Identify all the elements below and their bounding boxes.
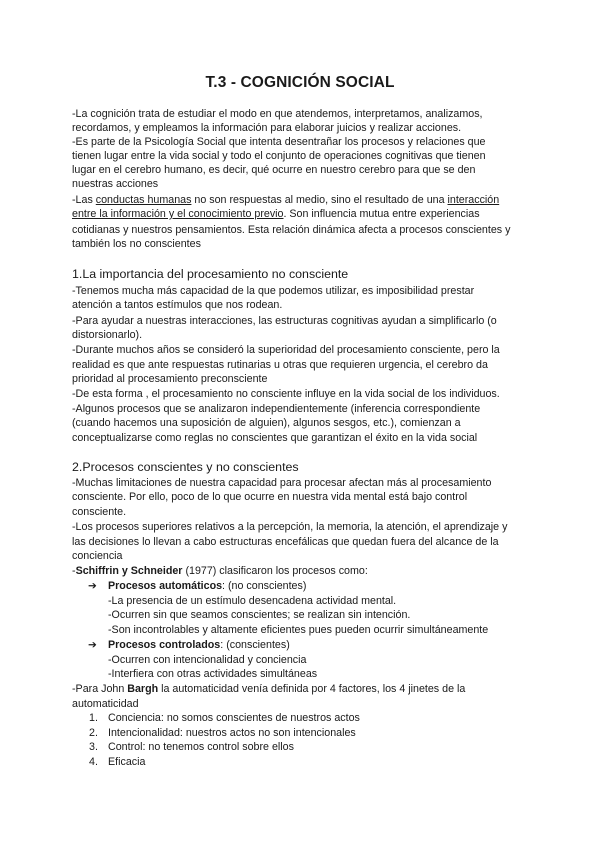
body-line: conceptualizarse como reglas no conscientes que garantizan el éxito en la vida social [72, 432, 478, 444]
body-line: conciencia [72, 550, 123, 562]
text-run: . Son influencia mutua entre experiencias [283, 208, 480, 220]
intro-line: -La cognición trata de estudiar el modo en que atendemos, interpretamos, analizamos, [72, 108, 483, 120]
bold-term: Schiffrin y Schneider [75, 565, 183, 577]
intro-line [72, 207, 480, 221]
list-item [89, 755, 145, 769]
page-title: T.3 - COGNICIÓN SOCIAL [205, 74, 395, 91]
underlined-term: interacción [447, 194, 500, 206]
sub-line: -Ocurren con intencionalidad y conciencia [108, 654, 307, 666]
body-line: -Para ayudar a nuestras interacciones, las estructuras cognitivas ayudan a simplificarlo (o [72, 315, 497, 327]
text-run: no son respuestas al medio, sino el resultado de una [191, 194, 448, 206]
list-number: 4. [89, 756, 98, 768]
intro-line: nuestras acciones [72, 178, 159, 190]
intro-line: tienen lugar entre la vida social y todo el conjunto de operaciones cognitivas que tienen [72, 150, 486, 162]
body-line: automaticidad [72, 698, 139, 710]
body-line: -Los procesos superiores relativos a la percepción, la memoria, la atención, el aprendizaje y [72, 521, 508, 533]
body-line: consciente. Por ello, poco de lo que ocurre en nuestra vida mental está bajo control [72, 491, 468, 503]
sub-line: -La presencia de un estímulo desencadena actividad mental. [108, 595, 397, 607]
body-line: distorsionarlo). [72, 329, 143, 341]
underlined-term: entre la información y el conocimiento previo [72, 208, 284, 220]
list-text: Conciencia: no somos conscientes de nuestros actos [108, 712, 360, 724]
intro-line: cotidianas y nuestros pensamientos. Esta relación dinámica afecta a procesos conscientes y [72, 224, 511, 236]
body-line: atención a tantos estímulos que nos rodean. [72, 299, 283, 311]
body-line: las decisiones lo llevan a cabo estructuras encefálicas que quedan fuera del alcance de la [72, 536, 499, 548]
body-line: prioridad al procesamiento preconsciente [72, 373, 268, 385]
bullet-item [88, 579, 306, 593]
sub-line: -Ocurren sin que seamos conscientes; se realizan sin intención. [108, 609, 411, 621]
list-item [89, 711, 360, 725]
bullet-item [88, 638, 290, 652]
bold-term: Procesos automáticos [108, 580, 223, 592]
list-item [89, 740, 294, 754]
sub-line: -Interfiera con otras actividades simultáneas [108, 668, 318, 680]
list-number: 1. [89, 712, 98, 724]
text-run: : (no conscientes) [222, 580, 307, 592]
intro-line: también los no conscientes [72, 238, 201, 250]
bold-term: Procesos controlados [108, 639, 221, 651]
list-item [89, 726, 356, 740]
list-text: Eficacia [108, 756, 146, 768]
text-run: : (conscientes) [220, 639, 290, 651]
text-run: - [72, 565, 76, 577]
list-text: Control: no tenemos control sobre ellos [108, 741, 294, 753]
body-line: -Algunos procesos que se analizaron independientemente (inferencia correspondiente [72, 403, 481, 415]
intro-line: recordamos, y empleamos la información para elaborar juicios y realizar acciones. [72, 122, 462, 134]
intro-line: -Es parte de la Psicología Social que intenta desentrañar los procesos y relaciones que [72, 136, 486, 148]
list-number: 2. [89, 727, 98, 739]
arrow-icon: ➔ [88, 639, 97, 651]
intro-line: lugar en el cerebro humano, es decir, qué ocurre en nuestro cerebro para que se den [72, 164, 476, 176]
section-heading: 2.Procesos conscientes y no conscientes [72, 460, 299, 474]
body-line: -Durante muchos años se consideró la superioridad del procesamiento consciente, pero la [72, 344, 500, 356]
body-line: -Muchas limitaciones de nuestra capacidad para procesar afectan más al procesamiento [72, 477, 492, 489]
section-heading: 1.La importancia del procesamiento no consciente [72, 267, 349, 281]
sub-line: -Son incontrolables y altamente eficientes pues pueden ocurrir simultáneamente [108, 624, 489, 636]
list-text: Intencionalidad: nuestros actos no son intencionales [108, 727, 356, 739]
body-line: consciente. [72, 506, 127, 518]
body-line: (cuando hacemos una suposición de alguien), algunos sesgos, etc.), comienzan a [72, 417, 461, 429]
body-line [72, 682, 465, 696]
text-run: la automaticidad venía definida por 4 factores, los 4 jinetes de la [158, 683, 466, 695]
body-line: realidad es que ante respuestas rutinarias u otras que requieren urgencia, el cerebro da [72, 359, 488, 371]
body-line: -De esta forma , el procesamiento no consciente influye en la vida social de los individuos. [72, 388, 500, 400]
bold-term: Bargh [127, 683, 159, 695]
body-line [72, 564, 368, 578]
text-run: -Las [72, 194, 96, 206]
underlined-term: conductas humanas [95, 194, 192, 206]
text-run: (1977) clasificaron los procesos como: [182, 565, 368, 577]
list-number: 3. [89, 741, 98, 753]
text-run: -Para John [72, 683, 128, 695]
intro-line [72, 193, 499, 207]
arrow-icon: ➔ [88, 580, 97, 592]
body-line: -Tenemos mucha más capacidad de la que podemos utilizar, es imposibilidad prestar [72, 285, 475, 297]
